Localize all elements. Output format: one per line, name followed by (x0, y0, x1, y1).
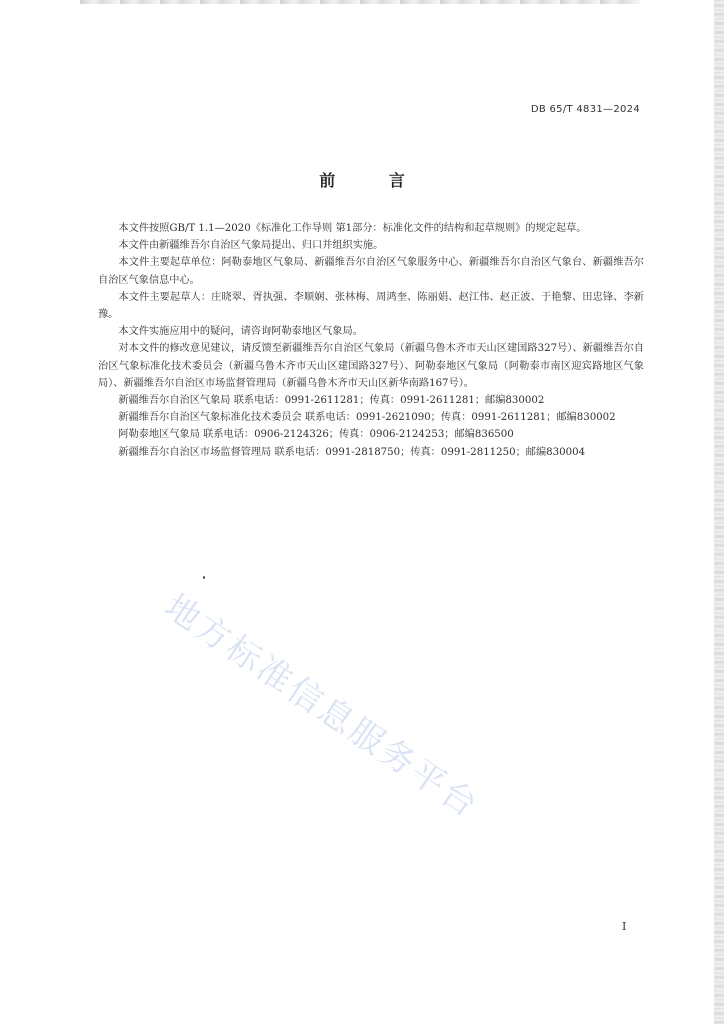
paragraph-proposer: 本文件由新疆维吾尔自治区气象局提出、归口并组织实施。 (118, 240, 384, 252)
paragraph-drafters: 本文件主要起草人：庄晓翠、胥执强、李顺娴、张林梅、周鸿奎、陈丽娟、赵江伟、赵正波、于艳黎、田忠锋、李新豫。 (98, 291, 644, 321)
paragraph-drafting-rule: 本文件按照GB/T 1.1—2020《标准化工作导则 第1部分：标准化文件的结构和起草规则》的规定起草。 (118, 223, 587, 234)
page-number: I (622, 920, 627, 933)
contact-line-market-supervision: 新疆维吾尔自治区市场监督管理局 联系电话：0991-2818750；传真：0991-2811250；邮编830004 (118, 446, 586, 458)
watermark: 地方标准信息服务平台 (157, 586, 487, 827)
paragraph-feedback: 对本文件的修改意见建议，请反馈至新疆维吾尔自治区气象局（新疆乌鲁木齐市天山区建国路327号）、新疆维吾尔自治区气象标准化技术委员会（新疆乌鲁木齐市天山区建国路327号）、阿勒泰地区气象局（阿勒泰市南区迎宾路地区气象局）、新疆维吾尔自治区市场监督管理局（新疆乌鲁木齐市天山区新华南路167号）。 (98, 343, 644, 389)
paragraph-inquiries: 本文件实施应用中的疑问，请咨询阿勒泰地区气象局。 (118, 326, 363, 338)
document-code: DB 65/T 4831—2024 (530, 104, 640, 115)
foreword-body (98, 220, 644, 461)
contact-line-altay-bureau: 阿勒泰地区气象局 联系电话：0906-2124326；传真：0906-2124253；邮编836500 (118, 429, 514, 441)
scan-top-edge (80, 0, 640, 4)
contact-line-standardization-committee: 新疆维吾尔自治区气象标准化技术委员会 联系电话：0991-2621090；传真：0991-2611281；邮编830002 (118, 412, 616, 424)
scan-right-edge (714, 0, 724, 1024)
paragraph-drafting-units: 本文件主要起草单位：阿勒泰地区气象局、新疆维吾尔自治区气象服务中心、新疆维吾尔自治区气象台、新疆维吾尔自治区气象信息中心。 (98, 257, 644, 286)
section-title: 前 言 (319, 171, 429, 190)
contact-line-meteorological-bureau: 新疆维吾尔自治区气象局 联系电话：0991-2611281；传真：0991-2611281；邮编830002 (118, 395, 545, 407)
scan-speck (203, 576, 205, 579)
